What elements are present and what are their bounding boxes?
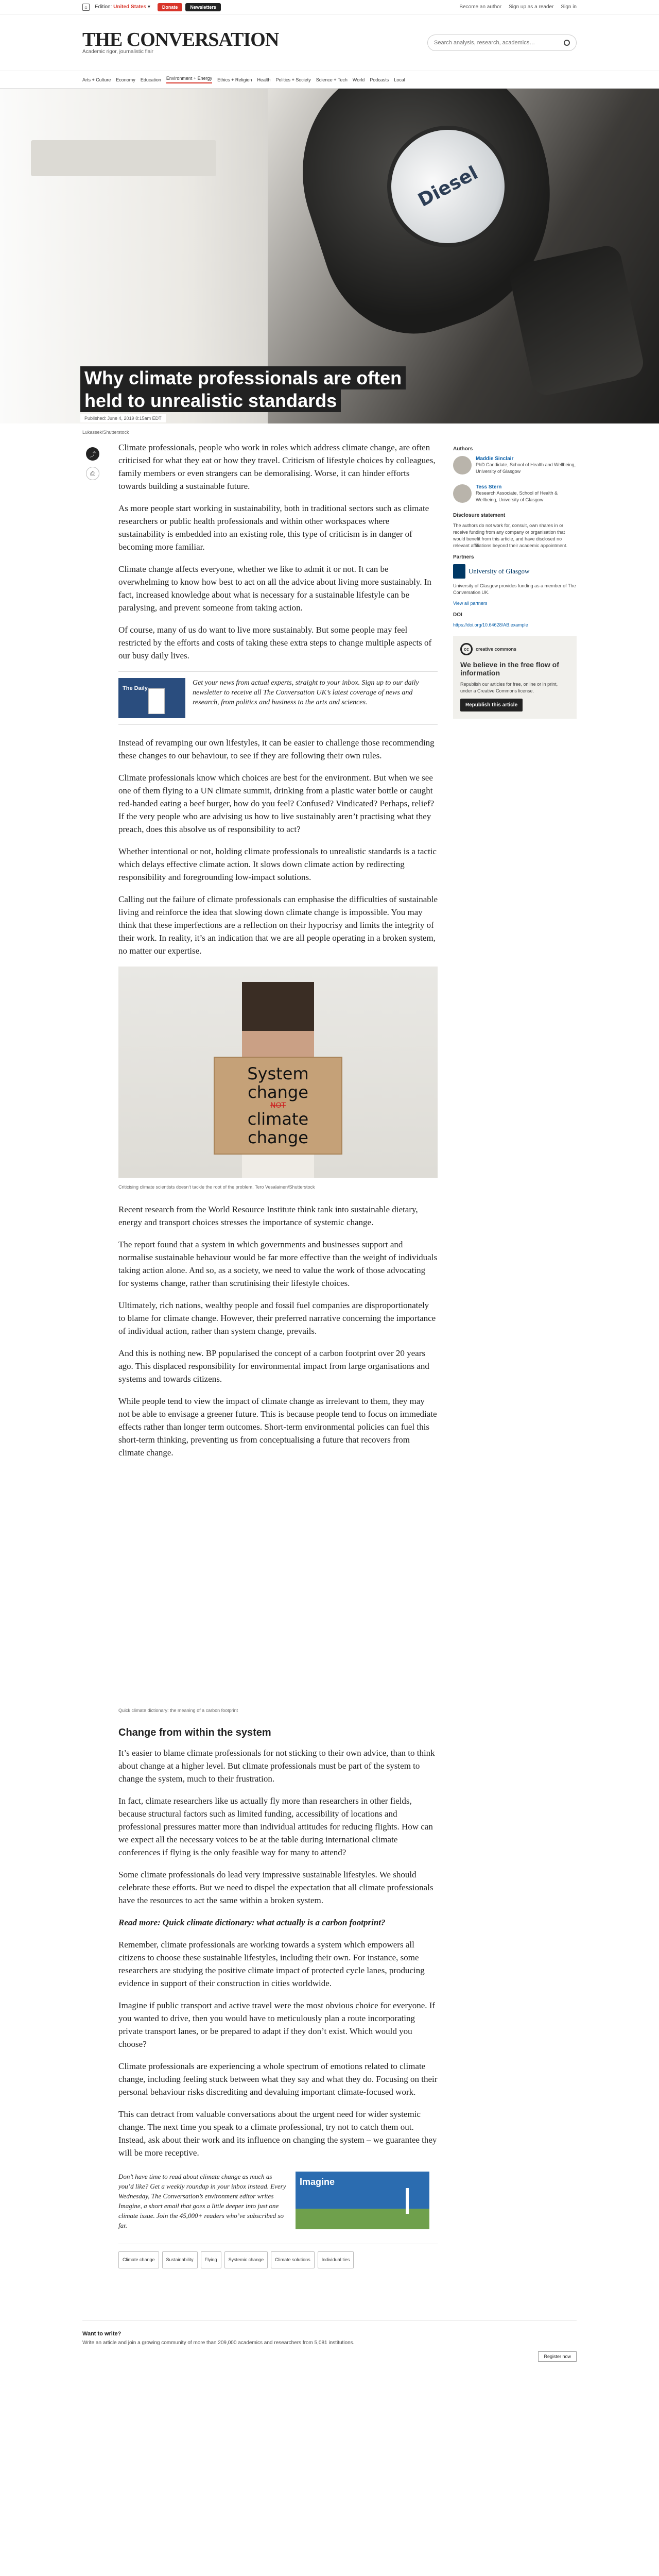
avatar bbox=[453, 456, 472, 474]
protest-sign bbox=[214, 1057, 342, 1155]
creative-commons-logo bbox=[460, 643, 569, 655]
tag-list bbox=[118, 2244, 438, 2268]
become-author-link[interactable]: Become an author bbox=[459, 4, 502, 10]
author-name[interactable]: Tess Stern bbox=[476, 484, 502, 490]
tag[interactable]: Sustainability bbox=[162, 2251, 198, 2268]
tag[interactable]: Climate solutions bbox=[271, 2251, 315, 2268]
hill-shape bbox=[296, 2209, 429, 2229]
republish-box bbox=[453, 636, 577, 719]
edition-value: United States bbox=[113, 4, 147, 10]
author-card[interactable] bbox=[453, 456, 577, 479]
nav-item-politics[interactable]: Politics + Society bbox=[275, 77, 311, 82]
newsletter-promo[interactable] bbox=[118, 671, 438, 725]
sign-word: change bbox=[248, 1128, 308, 1147]
nav-item-podcasts[interactable]: Podcasts bbox=[370, 77, 389, 82]
partners-heading: Partners bbox=[453, 554, 474, 560]
logo-tagline: Academic rigor, journalistic flair bbox=[82, 48, 153, 55]
paragraph: Calling out the failure of climate professionals can emphasise the difficulties of sustainable living and reinforce the idea that slowing down climate change is impossible. You may think that these imperfections are a reflection on their hypocrisy and limits the integrity of their work. In reality, it’s an indication that we are all people operating in a broken system, no matter our expertise. bbox=[118, 894, 438, 956]
doi-heading: DOI bbox=[453, 612, 462, 618]
paragraph: This can detract from valuable conversations about the urgent need for wider systemic change. The next time you speak to a climate professional, try not to catch them out. Instead, ask about their work and its influence on changing the system – we guarantee they will be more receptive. bbox=[118, 2109, 437, 2158]
tag[interactable]: Flying bbox=[201, 2251, 221, 2268]
nav-item-education[interactable]: Education bbox=[140, 77, 161, 82]
pump-handle-shape bbox=[507, 243, 646, 398]
tag[interactable]: Individual ties bbox=[318, 2251, 354, 2268]
nav-item-economy[interactable]: Economy bbox=[116, 77, 135, 82]
hero-image bbox=[0, 89, 659, 423]
photo-caption: Criticising climate scientists doesn’t tackle the root of the problem. Tero Vesalainen/Shutterstock bbox=[118, 1184, 315, 1190]
crest-icon bbox=[453, 564, 465, 579]
disclosure-heading: Disclosure statement bbox=[453, 513, 506, 518]
diesel-label: Diesel bbox=[414, 162, 481, 211]
share-icon[interactable]: ⤴ bbox=[86, 447, 99, 461]
paragraph: Recent research from the World Resource Institute think tank into sustainable dietary, energy and transport choices stresses the importance of systemic change. bbox=[118, 1205, 418, 1227]
doi-link[interactable]: https://doi.org/10.64628/AB.example bbox=[453, 622, 528, 628]
republish-text: Republish our articles for free, online or in print, under a Creative Commons license. bbox=[460, 682, 558, 693]
article-title-box bbox=[80, 367, 436, 412]
newsletter-image-title: The Daily bbox=[123, 685, 148, 691]
video-caption: Quick climate dictionary: the meaning of a carbon footprint bbox=[118, 1708, 238, 1713]
nav-item-ethics[interactable]: Ethics + Religion bbox=[217, 77, 252, 82]
paragraph: As more people start working in sustainability, both in traditional sectors such as climate researchers or public health professionals and within other workspaces where sustainability is embedded into an existing role, this type of criticism is in danger of becoming more familiar. bbox=[118, 503, 429, 552]
republish-button[interactable]: Republish this article bbox=[460, 699, 523, 711]
section-nav bbox=[0, 71, 659, 89]
nav-item-health[interactable]: Health bbox=[257, 77, 271, 82]
cc-logo-text: creative commons bbox=[476, 647, 517, 652]
article-title-text: Why climate professionals are often held to unrealistic standards bbox=[80, 366, 406, 412]
author-role: PhD Candidate, School of Health and Wellbeing, University of Glasgow bbox=[476, 462, 576, 474]
paragraph: Climate change affects everyone, whether we like to admit it or not. It can be overwhelming to know how best to act on all the advice about living more sustainably. In fact, increased knowledge about what is necessary for a sustainable lifestyle can be paralysing, and prevent someone from taking action. bbox=[118, 564, 431, 613]
edition-label: Edition: bbox=[95, 4, 112, 10]
newsletter-image bbox=[118, 678, 185, 718]
author-card[interactable] bbox=[453, 484, 577, 507]
paragraph: Imagine if public transport and active travel were the most obvious choice for everyone. If you wanted to drive, then you would have to meticulously plan a route incorporating private transport lanes, or be prepared to adapt if they don’t exist. Which would you choose? bbox=[118, 2001, 436, 2049]
article-sidebar bbox=[453, 441, 577, 2289]
print-icon[interactable]: ⎙ bbox=[86, 467, 99, 480]
publish-meta: Published: June 4, 2019 8:15am EDT bbox=[80, 414, 166, 422]
article-body bbox=[118, 441, 438, 2289]
sign-word: NOT bbox=[270, 1101, 286, 1110]
sign-in-link[interactable]: Sign in bbox=[561, 4, 577, 10]
imagine-newsletter-promo[interactable] bbox=[118, 2172, 438, 2230]
want-text: Write an article and join a growing community of more than 209,000 academics and researchers from 5,081 institutions. bbox=[82, 2340, 355, 2346]
search-input[interactable] bbox=[434, 40, 564, 46]
paragraph: It’s easier to blame climate professionals for not sticking to their own advice, than to think about change at a higher level. But climate professionals must be part of the system to change the system, much to their frustration. bbox=[118, 1748, 435, 1784]
section-heading: Change from within the system bbox=[118, 1727, 271, 1738]
sign-word: change bbox=[248, 1082, 308, 1102]
house-icon[interactable]: ⌂ bbox=[82, 4, 90, 11]
search-box[interactable] bbox=[427, 35, 577, 51]
partner-text: University of Glasgow provides funding as a member of The Conversation UK. bbox=[453, 583, 576, 595]
protest-photo bbox=[118, 967, 438, 1178]
tag[interactable]: Climate change bbox=[118, 2251, 159, 2268]
register-button[interactable]: Register now bbox=[538, 2351, 577, 2362]
cc-icon: cc bbox=[460, 643, 473, 655]
edition-selector[interactable]: Edition: United States ▾ bbox=[95, 4, 150, 10]
hero-caption: Lukassek/Shutterstock bbox=[82, 430, 129, 435]
nav-item-world[interactable]: World bbox=[352, 77, 365, 82]
logo-text: THE CONVERSATION bbox=[82, 28, 279, 50]
document-icon bbox=[148, 688, 165, 714]
nav-item-local[interactable]: Local bbox=[394, 77, 405, 82]
author-name[interactable]: Maddie Sinclair bbox=[476, 456, 514, 462]
embedded-video[interactable] bbox=[118, 1475, 438, 1701]
share-rail bbox=[82, 441, 103, 2289]
paragraph: In fact, climate researchers like us actually fly more than researchers in other fields, because structural factors such as limited funding, accessibility of locations and professional pressures matter more than individual attitudes for reducing flights. How can we expect all the necessary voices to be at the table during international climate conferences if flying is the only feasible way for many to attend? bbox=[118, 1796, 433, 1857]
paragraph: Some climate professionals do lead very impressive sustainable lifestyles. We should celebrate these efforts. But we need to dispel the expectation that all climate professionals have the resources to act the same within a broken system. bbox=[118, 1870, 433, 1905]
paragraph: Instead of revamping our own lifestyles, it can be easier to challenge those recommending these changes to our behaviour, to see if they are following their own rules. bbox=[118, 738, 435, 760]
sign-word: System bbox=[247, 1064, 309, 1083]
site-logo[interactable] bbox=[82, 30, 279, 55]
site-header bbox=[0, 14, 659, 71]
paragraph: The report found that a system in which governments and businesses support and normalise sustainable behaviour would be far more effective than the weight of individuals taking action alone. And so, as a society, we need to value the work of those advocating for systems change, rather than scrutinising their lifestyle choices. bbox=[118, 1240, 438, 1288]
paragraph: Whether intentional or not, holding climate professionals to unrealistic standards is a tactic which delays effective climate action. It slows down climate action by redirecting responsibility and foregrounding low-impact solutions. bbox=[118, 846, 437, 882]
want-to-write-section bbox=[82, 2320, 577, 2382]
imagine-promo-image bbox=[296, 2172, 429, 2229]
sign-word: climate bbox=[247, 1109, 309, 1129]
paragraph: And this is nothing new. BP popularised the concept of a carbon footprint over 20 years ago. This displaced responsibility for environmental impact from large organisations and systems and towards citizens. bbox=[118, 1348, 429, 1384]
imagine-image-title: Imagine bbox=[300, 2177, 335, 2187]
article-layout bbox=[0, 441, 659, 2289]
nav-item-environment[interactable]: Environment + Energy bbox=[166, 76, 212, 83]
paragraph: Climate professionals are experiencing a whole spectrum of emotions related to climate change, including feeling stuck between what they say and what they do. Focusing on their personal behaviour risks discrediting and devaluing important climate-focused work. bbox=[118, 2061, 438, 2097]
paragraph: Remember, climate professionals are working towards a system which empowers all citizens to choose these sustainable lifestyles, including their own. For instance, some researchers are studying the positive climate impact of protected cycle lanes, producing evidence in support of their construction in cities worldwide. bbox=[118, 1940, 425, 1988]
author-role: Research Associate, School of Health & Wellbeing, University of Glasgow bbox=[476, 490, 558, 502]
want-heading: Want to write? bbox=[82, 2331, 122, 2337]
paragraph: While people tend to view the impact of climate change as irrelevant to them, they may not be able to envisage a greener future. This is because people tend to focus on immediate effects rather than longer term outcomes. Short-term environmental policies can fuel this short-term thinking, preventing us from conceptualising a future that recovers from climate change. bbox=[118, 1396, 437, 1458]
paragraph: Climate professionals know which choices are best for the environment. But when we see one of them flying to a UN climate summit, drinking from a plastic water bottle or caught red-handed eating a beef burger, how do you feel? Confused? Vindicated? Perhaps, relief? If the very people who are advising us how to live sustainably aren’t practising what they preach, does this absolve us of responsibility to act? bbox=[118, 773, 435, 834]
read-more-link[interactable]: Read more: Quick climate dictionary: what actually is a carbon footprint? bbox=[118, 1918, 386, 1927]
tag[interactable]: Systemic change bbox=[224, 2251, 268, 2268]
paragraph: Of course, many of us do want to live more sustainably. But some people may feel restricted by the efforts and costs of taking these extra steps to change multiple aspects of our busy daily lives. bbox=[118, 625, 432, 660]
newsletters-button[interactable]: Newsletters bbox=[185, 3, 221, 11]
authors-heading: Authors bbox=[453, 446, 473, 452]
view-all-partners-link[interactable]: View all partners bbox=[453, 601, 488, 606]
nav-item-science[interactable]: Science + Tech bbox=[316, 77, 348, 82]
newsletter-text[interactable]: Get your news from actual experts, straight to your inbox. Sign up to our daily newsletter to receive all The Conversation UK’s latest coverage of news and research, from politics and business to the arts and sciences. bbox=[193, 679, 419, 706]
top-utility-bar bbox=[0, 0, 659, 14]
donate-button[interactable]: Donate bbox=[158, 3, 183, 11]
avatar bbox=[453, 484, 472, 503]
partner-logo[interactable] bbox=[453, 564, 577, 579]
republish-heading: We believe in the free flow of information bbox=[460, 660, 559, 677]
article-title bbox=[80, 367, 436, 412]
nav-item-arts[interactable]: Arts + Culture bbox=[82, 77, 111, 82]
windmill-icon bbox=[406, 2188, 409, 2214]
paragraph: Climate professionals, people who work in roles which address climate change, are often criticised for what they eat or how they travel. Criticism of lifestyle choices by colleagues, family members or even strangers can be demoralising. Worse, it can hinder efforts towards building a sustainable future. bbox=[118, 443, 436, 491]
paragraph: Ultimately, rich nations, wealthy people and fossil fuel companies are disproportionately to blame for climate change. However, their preferred narrative concerning the importance of individual action, rather than system change, prevails. bbox=[118, 1300, 436, 1336]
imagine-promo-text[interactable]: Don’t have time to read about climate change as much as you’d like? Get a weekly roundup in your inbox instead. Every Wednesday, The Conversation’s environment editor writes Imagine, a short email that goes a little deeper into just one climate issue. Join the 45,000+ readers who’ve subscribed so far. bbox=[118, 2173, 286, 2229]
partner-logo-text: University of Glasgow bbox=[469, 567, 530, 575]
search-icon[interactable] bbox=[564, 40, 570, 46]
sign-up-link[interactable]: Sign up as a reader bbox=[509, 4, 554, 10]
disclosure-text: The authors do not work for, consult, own shares in or receive funding from any company or organisation that would benefit from this article, and have disclosed no relevant affiliations beyond their academic appointment. bbox=[453, 523, 567, 548]
